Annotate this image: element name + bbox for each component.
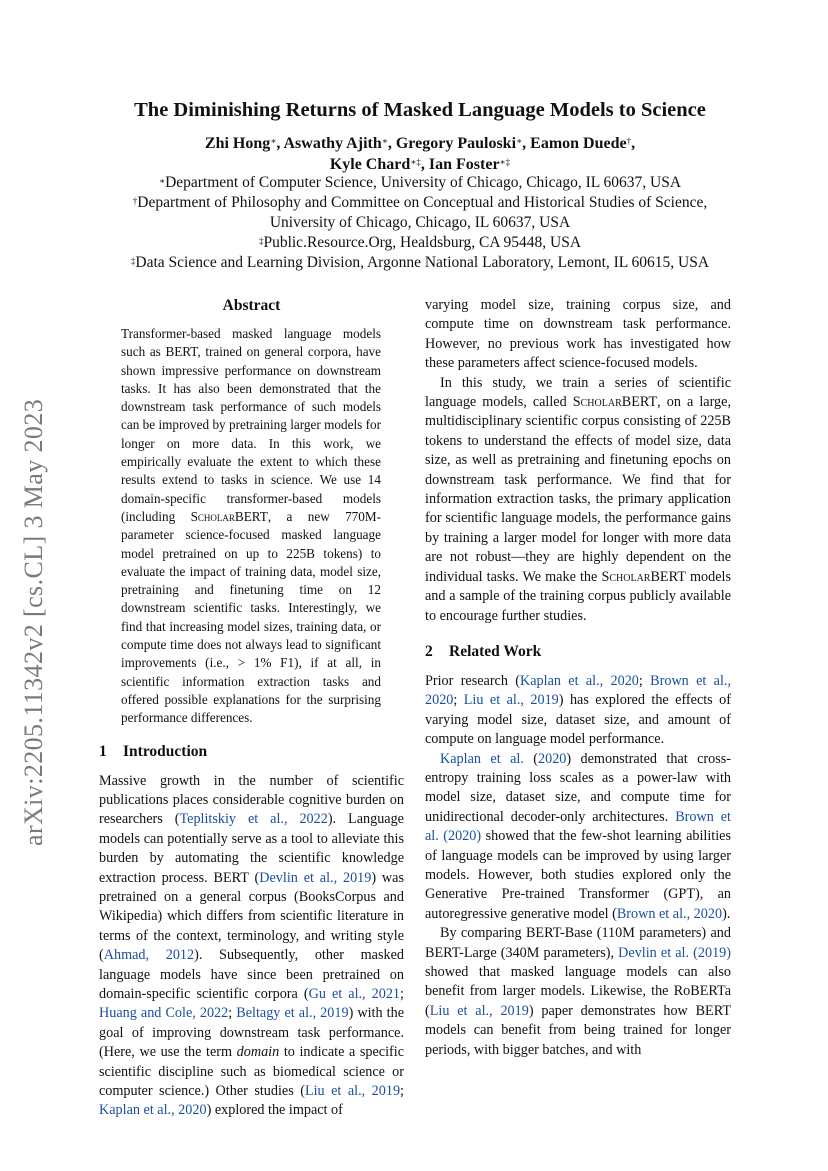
model-name: ScholarBERT (572, 394, 658, 411)
paper-title: The Diminishing Returns of Masked Language Models to Science (134, 99, 706, 121)
citation-link[interactable]: Huang and Cole, 2022 (99, 1005, 229, 1022)
arxiv-sidebar (8, 380, 60, 880)
author-name: Kyle Chard (329, 156, 411, 173)
affil-mark: ‡ (130, 256, 136, 266)
citation-link[interactable]: Beltagy et al., 2019 (236, 1005, 349, 1022)
author-name: Aswathy Ajith (283, 135, 382, 152)
introduction-paragraph-continued: varying model size, training corpus size, and compute time on downstream task performance. However, no previous work has investigated how these parameters affect science-focused models. (425, 297, 731, 372)
citation-link[interactable]: Teplitskiy et al., 2022 (179, 811, 328, 828)
citation-link[interactable]: Liu et al., 2019 (463, 692, 559, 709)
citation-link[interactable]: Devlin et al., 2019 (259, 869, 372, 886)
citation-link[interactable]: Kaplan et al., 2020 (99, 1102, 207, 1119)
affiliation-text: University of Chicago, Chicago, IL 60637, USA (269, 214, 571, 231)
affil-mark: ∗ (270, 136, 277, 146)
section-heading-related-work (425, 642, 731, 662)
author-name: Ian Foster (428, 156, 500, 173)
affil-mark: ∗‡ (499, 157, 511, 167)
citation-link[interactable]: Liu et al., 2019 (304, 1083, 401, 1100)
author-name: Eamon Duede (530, 135, 627, 152)
author-name: Gregory Pauloski (395, 135, 517, 152)
section-number: 1 (99, 742, 107, 760)
citation-link[interactable]: Gu et al., 2021 (308, 986, 401, 1002)
left-column (99, 296, 404, 1121)
affiliation (70, 173, 770, 193)
section-number: 2 (425, 642, 433, 660)
affiliation (70, 233, 770, 253)
affiliation-text: Department of Philosophy and Committee on Conceptual and Historical Studies of Science, (137, 194, 708, 211)
related-work-paragraph: Kaplan et al. (2020) demonstrated that cross-entropy training loss scales as a power-law with model size, dataset size, and compute time for unidirectional decoder-only architectures. Brown et al. (2020) showed that the few-shot learning abilities of language models can be improved by using larger models. However, both studies explored only the Generative Pre-trained Transformer (GPT), an autoregressive generative model (Brown et al., 2020). (425, 750, 731, 922)
related-work-paragraph: Prior research (Kaplan et al., 2020; Brown et al., 2020; Liu et al., 2019) has explored the effects of varying model size, dataset size, and amount of compute on language model performance. (425, 672, 731, 748)
author-line-1: Zhi Hong∗, Aswathy Ajith∗, Gregory Pauloski∗, Eamon Duede†, (204, 135, 636, 152)
citation-link[interactable]: Brown et al., 2020 (425, 672, 731, 709)
arxiv-identifier: arXiv:2205.11342v2 [cs.CL] 3 May 2023 (19, 398, 48, 846)
affiliation (70, 253, 770, 273)
affil-mark: ∗ (516, 136, 523, 146)
citation-link[interactable]: Kaplan et al. (440, 750, 524, 767)
right-column (425, 296, 731, 1060)
model-name: ScholarBERT (601, 568, 686, 585)
emphasis: domain (236, 1044, 280, 1061)
author-line-2: Kyle Chard∗‡, Ian Foster∗‡ (329, 156, 511, 173)
citation-link[interactable]: Devlin et al. (2019) (618, 944, 731, 961)
author-name: Zhi Hong (204, 135, 271, 152)
model-name: ScholarBERT (190, 508, 268, 524)
affil-mark: † (132, 196, 138, 206)
citation-link[interactable]: Liu et al., 2019 (429, 1002, 529, 1019)
affiliation-text: Public.Resource.Org, Healdsburg, CA 95448, USA (263, 234, 582, 251)
author-list (80, 133, 760, 175)
affiliation-list (70, 173, 770, 273)
affil-mark: ‡ (258, 236, 264, 246)
abstract-heading: Abstract (222, 297, 281, 314)
affiliation-text: Department of Computer Science, University of Chicago, Chicago, IL 60637, USA (165, 174, 682, 191)
abstract-text: Transformer-based masked language models such as BERT, trained on general corpora, have shown impressive performance on downstream tasks. It has also been demonstrated that the downstream task performance of such models can be improved by pretraining larger models for longer on more data. In this work, we empirically evaluate the extent to which these results extend to tasks in science. We use 14 domain-specific transformer-based models (including ScholarBERT, a new 770M-parameter science-focused masked language model pretrained on up to 225B tokens) to evaluate the impact of training data, model size, pretraining and finetuning time on 12 downstream scientific tasks. Interestingly, we find that increasing model sizes, training data, or compute time does not always lead to significant improvements (i.e., > 1% F1), if at all, in scientific information extraction tasks and offered possible explanations for the surprising performance differences. (121, 326, 381, 726)
related-work-paragraph: By comparing BERT-Base (110M parameters) and BERT-Large (340M parameters), Devlin et al. (2019) showed that masked language models can also benefit from larger models. Likewise, the RoBERTa (Liu et al., 2019) paper demonstrates how BERT models can benefit from being trained for longer periods, with bigger batches, and with (425, 925, 731, 1058)
section-heading-introduction (99, 742, 404, 762)
affiliation-text: Data Science and Learning Division, Argonne National Laboratory, Lemont, IL 60615, USA (135, 254, 710, 271)
affil-mark: † (626, 136, 632, 146)
affil-mark: ∗‡ (410, 157, 421, 167)
citation-link[interactable]: Kaplan et al., 2020 (520, 672, 639, 689)
affil-mark: ∗ (158, 176, 166, 186)
introduction-paragraph: In this study, we train a series of scientific language models, called ScholarBERT, on a large, multidisciplinary scientific corpus consisting of 225B tokens to understand the effects of model size, data size, as well as pretraining and finetuning epochs on downstream task performance. We find that for information extraction tasks, the primary application for scientific language models, the performance gains by training a larger model for longer with more data are not robust—they are highly dependent on the individual tasks. We make the ScholarBERT models and a sample of the training corpus publicly available to encourage further studies. (425, 374, 732, 624)
affiliation (70, 193, 770, 213)
section-title: Related Work (449, 642, 542, 660)
citation-link[interactable]: 2020 (538, 750, 567, 767)
citation-link[interactable]: Brown et al. (2020) (425, 808, 731, 845)
affil-mark: ∗ (381, 136, 388, 146)
affiliation (70, 213, 770, 233)
citation-link[interactable]: Ahmad, 2012 (103, 947, 195, 964)
citation-link[interactable]: Brown et al., 2020 (616, 905, 723, 922)
introduction-paragraph: Massive growth in the number of scientific publications places considerable cognitive burden on researchers (Teplitskiy et al., 2022). Language models can potentially serve as a tool to alleviate this burden by automating the scientific knowledge extraction process. BERT (Devlin et al., 2019) was pretrained on a general corpus (BooksCorpus and Wikipedia) which differs from scientific literature in terms of the context, terminology, and writing style (Ahmad, 2012). Subsequently, other masked language models have since been pretrained on domain-specific scientific corpora (Gu et al., 2021; Huang and Cole, 2022; Beltagy et al., 2019) with the goal of improving downstream task performance. (Here, we use the term domain to indicate a specific scientific discipline such as biomedical science or computer science.) Other studies (Liu et al., 2019; Kaplan et al., 2020) explored the impact of (99, 772, 404, 1119)
section-title: Introduction (123, 742, 208, 760)
